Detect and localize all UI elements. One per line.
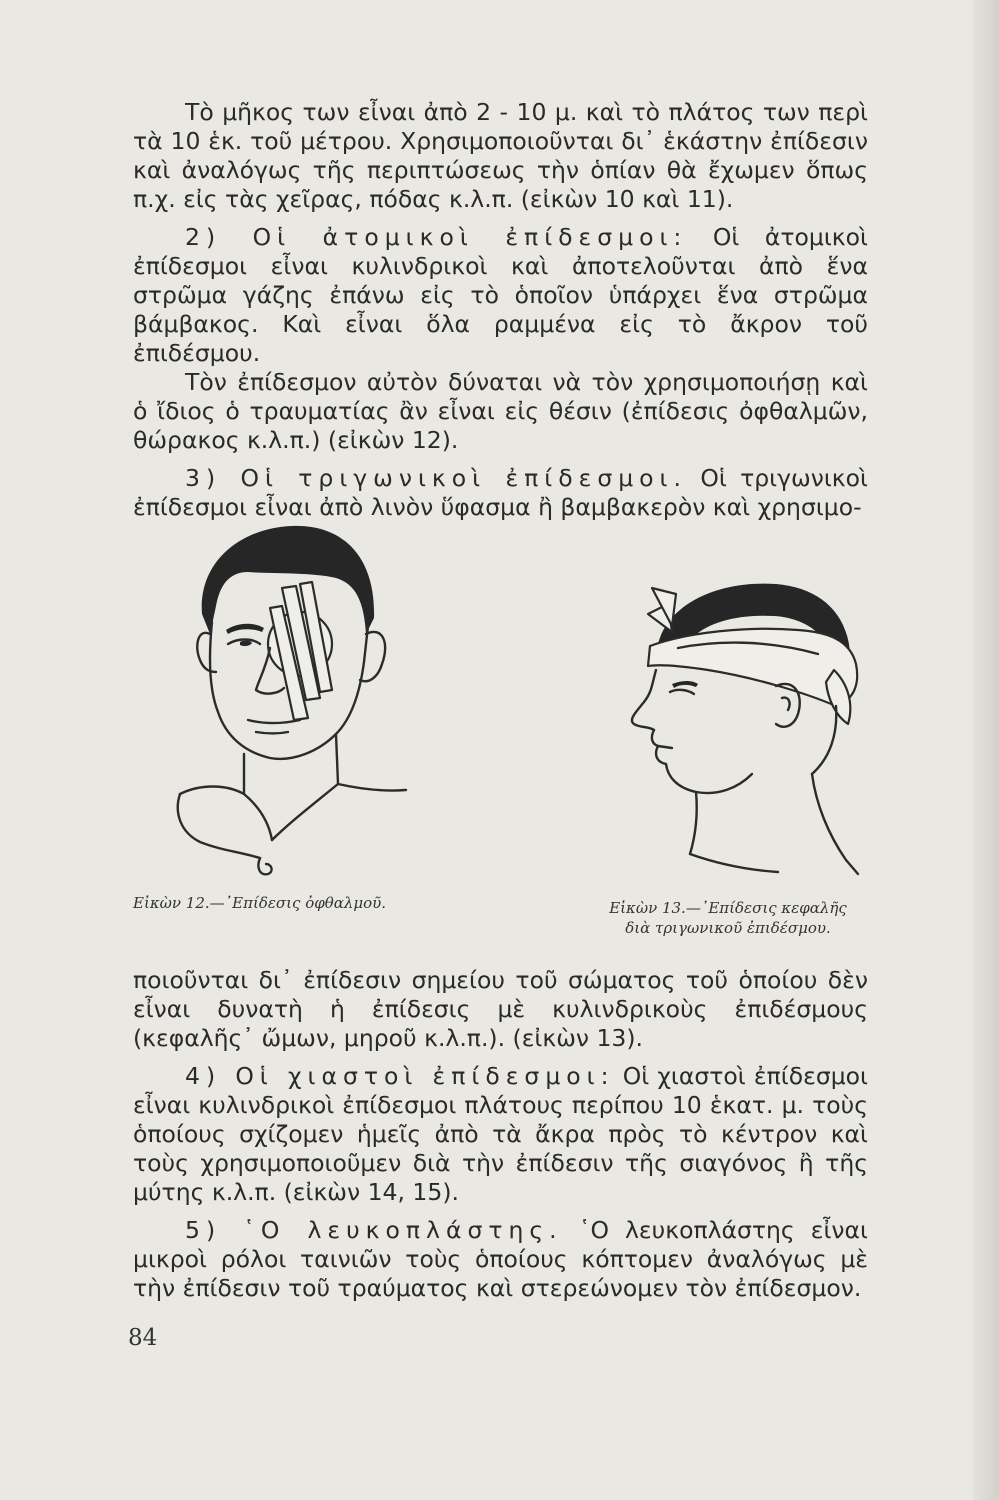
paragraph-lengths: [133, 98, 868, 214]
section-heading: 5) ῾Ο λευκοπλάστης.: [185, 1216, 563, 1244]
page-edge-shadow: [973, 0, 999, 1500]
figure-head-bandage: [598, 574, 888, 879]
section-heading: 2) Οἱ ἀτομικοὶ ἐπίδεσμοι:: [185, 223, 688, 251]
paragraph-cross-bandages: [133, 1062, 868, 1207]
paragraph-text: Οἱ τριγωνικοὶ ἐπίδεσμοι εἶναι ἀπὸ λινὸν ὕφασμα ἢ βαμβακερὸν καὶ χρησιμο-: [133, 464, 868, 521]
paragraph-continuation: [133, 966, 868, 1053]
text-block-top: [133, 98, 868, 522]
paragraph-text: Τὸν ἐπίδεσμον αὐτὸν δύναται νὰ τὸν χρησιμοποιήσῃ καὶ ὁ ἴδιος ὁ τραυματίας ἂν εἶναι εἰς θέσιν (ἐπίδεσις ὀφθαλμῶν, θώρακος κ.λ.π.) (εἰκὼν 12).: [133, 368, 868, 454]
head-bandage-illustration: [598, 574, 888, 879]
section-heading: 3) Οἱ τριγωνικοὶ ἐπίδεσμοι.: [185, 464, 687, 492]
figure-eye-bandage: [160, 522, 420, 882]
paragraph-text: ῾Ο λευκοπλάστης εἶναι μικροὶ ρόλοι ταινιῶν τοὺς ὁποίους κόπτομεν ἀναλόγως μὲ τὴν ἐπίδεσιν τοῦ τραύματος καὶ στερεώνομεν τὸν ἐπίδεσμον.: [133, 1216, 868, 1302]
page-number: 84: [128, 1325, 158, 1351]
figure-13-caption: [578, 898, 878, 938]
eye-bandage-illustration: [160, 522, 420, 882]
paragraph-triangular-bandages: [133, 464, 868, 522]
paragraph-self-use: [133, 368, 868, 455]
text-block-bottom: [133, 966, 868, 1303]
figure-12-caption: Εἰκὼν 12.—᾿Επίδεσις ὀφθαλμοῦ.: [133, 894, 387, 912]
paragraph-adhesive-plaster: [133, 1216, 868, 1303]
paragraph-text: Οἱ ἀτομικοὶ ἐπίδεσμοι εἶναι κυλινδρικοὶ καὶ ἀποτελοῦνται ἀπὸ ἕνα στρῶμα γάζης ἐπάνω εἰς τὸ ὁποῖον ὑπάρχει ἕνα στρῶμα βάμβακος. Καὶ εἶναι ὅλα ραμμένα εἰς τὸ ἄκρον τοῦ ἐπιδέσμου.: [133, 223, 868, 367]
paragraph-text: Οἱ χιαστοὶ ἐπίδεσμοι εἶναι κυλινδρικοὶ ἐπίδεσμοι πλάτους περίπου 10 ἑκατ. μ. τοὺς ὁποίους σχίζομεν ἡμεῖς ἀπὸ τὰ ἄκρα πρὸς τὸ κέντρον καὶ τοὺς χρησιμοποιοῦμεν διὰ τὴν ἐπίδεσιν τῆς σιαγόνος ἢ τῆς μύτης κ.λ.π. (εἰκὼν 14, 15).: [133, 1062, 868, 1206]
paragraph-text: Τὸ μῆκος των εἶναι ἀπὸ 2 - 10 μ. καὶ τὸ πλάτος των περὶ τὰ 10 ἑκ. τοῦ μέτρου. Χρησιμοποιοῦνται δι᾿ ἑκάστην ἐπίδεσιν καὶ ἀναλόγως τῆς περιπτώσεως τὴν ὁπίαν θὰ ἔχωμεν ὅπως π.χ. εἰς τὰς χεῖρας, πόδας κ.λ.π. (εἰκὼν 10 καὶ 11).: [133, 98, 868, 213]
caption-line: Εἰκὼν 13.—᾿Επίδεσις κεφαλῆς: [609, 899, 847, 917]
paragraph-text: ποιοῦνται δι᾿ ἐπίδεσιν σημείου τοῦ σώματος τοῦ ὁποίου δὲν εἶναι δυνατὴ ἡ ἐπίδεσις μὲ κυλινδρικοὺς ἐπιδέσμους (κεφαλῆς᾿ ὤμων, μηροῦ κ.λ.π.). (εἰκὼν 13).: [133, 966, 868, 1052]
section-heading: 4) Οἱ χιαστοὶ ἐπίδεσμοι:: [185, 1062, 615, 1090]
caption-line: διὰ τριγωνικοῦ ἐπιδέσμου.: [625, 919, 831, 937]
paragraph-individual-bandages: [133, 223, 868, 368]
